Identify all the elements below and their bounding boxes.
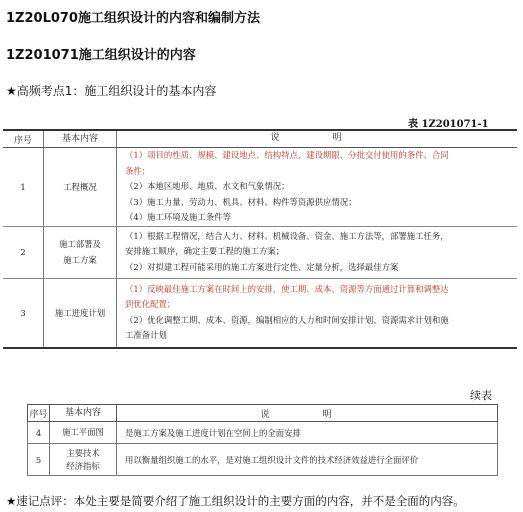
row-no: 2 <box>3 226 44 278</box>
row-item <box>44 226 117 278</box>
row-no: 3 <box>3 278 44 348</box>
table-row <box>28 444 498 476</box>
table-header-row <box>3 130 517 148</box>
row-desc <box>117 226 518 278</box>
desc-line: （2）本地区地形、地质、水文和气象情况； <box>125 181 290 191</box>
continued-label: 续表 <box>470 389 492 402</box>
table-row <box>3 278 517 348</box>
row-desc: 是施工方案及施工进度计划在空间上的全面安排 <box>117 422 498 444</box>
desc-line: 条件； <box>125 165 151 176</box>
header-no: 序号 <box>3 130 44 148</box>
header-desc: 说 明 <box>117 130 518 148</box>
desc-line: （2）对拟建工程可能采用的施工方案进行定性、定量分析，选择最佳方案 <box>125 261 399 272</box>
desc-line: （1）项目的性质、规模、建设地点、结构特点、建设期限、分批交付使用的条件、合同 <box>125 150 449 160</box>
desc-line: （4）施工环境及施工条件等 <box>125 212 231 222</box>
table-caption: 表 1Z201071-1 <box>408 119 489 130</box>
table-row <box>3 226 517 278</box>
row-desc: 用以衡量组织施工的水平，是对施工组织设计文件的技术经济效益进行全面评价 <box>117 444 498 476</box>
header-item: 基本内容 <box>50 405 117 422</box>
content-table <box>3 129 517 349</box>
desc-line: 工准备计划 <box>125 330 167 341</box>
item-line: 经济指标 <box>66 460 100 471</box>
footnote: ★速记点评：本处主要是简要介绍了施工组织设计的主要方面的内容，并不是全面的内容。 <box>6 494 465 508</box>
desc-line: （3）施工力量、劳动力、机具、材料、构件等资源供应情况； <box>125 196 357 207</box>
row-item <box>50 444 117 476</box>
desc-line: （1）反映最佳施工方案在时间上的安排，使工期、成本、资源等方面通过计算和调整达 <box>125 283 449 294</box>
item-line: 施工方案 <box>63 255 97 265</box>
table-row <box>28 422 498 444</box>
continued-table <box>27 404 498 476</box>
header-item: 基本内容 <box>44 130 117 148</box>
item-line: 主要技术 <box>66 447 100 458</box>
section-heading: 1Z20L070施工组织设计的内容和编制方法 <box>6 11 260 26</box>
header-desc: 说 明 <box>117 405 498 422</box>
row-item: 工程概况 <box>44 148 117 227</box>
desc-line: 到优化配置； <box>125 299 176 310</box>
table-header-row <box>28 405 498 422</box>
row-desc <box>117 278 518 348</box>
row-item: 施工平面图 <box>50 422 117 444</box>
row-no: 5 <box>28 444 50 476</box>
row-desc <box>117 148 518 227</box>
header-no: 序号 <box>28 405 50 422</box>
item-line: 施工部署及 <box>59 239 101 249</box>
desc-line: （1）根据工程情况，结合人力、材料、机械设备、资金、施工方法等，部署施工任务， <box>125 230 449 241</box>
row-no: 4 <box>28 422 50 444</box>
keypoint-heading: ★高频考点1：施工组织设计的基本内容 <box>6 84 217 98</box>
desc-line: 安排施工顺序，确定主要工程的施工方案； <box>125 246 285 257</box>
row-no: 1 <box>3 148 44 227</box>
table-row <box>3 148 517 227</box>
row-item: 施工进度计划 <box>44 278 117 348</box>
subsection-heading: 1Z201071施工组织设计的内容 <box>6 48 196 63</box>
desc-line: （2）优化调整工期、成本、资源，编制相应的人力和时间安排计划、资源需求计划和施 <box>125 314 449 325</box>
